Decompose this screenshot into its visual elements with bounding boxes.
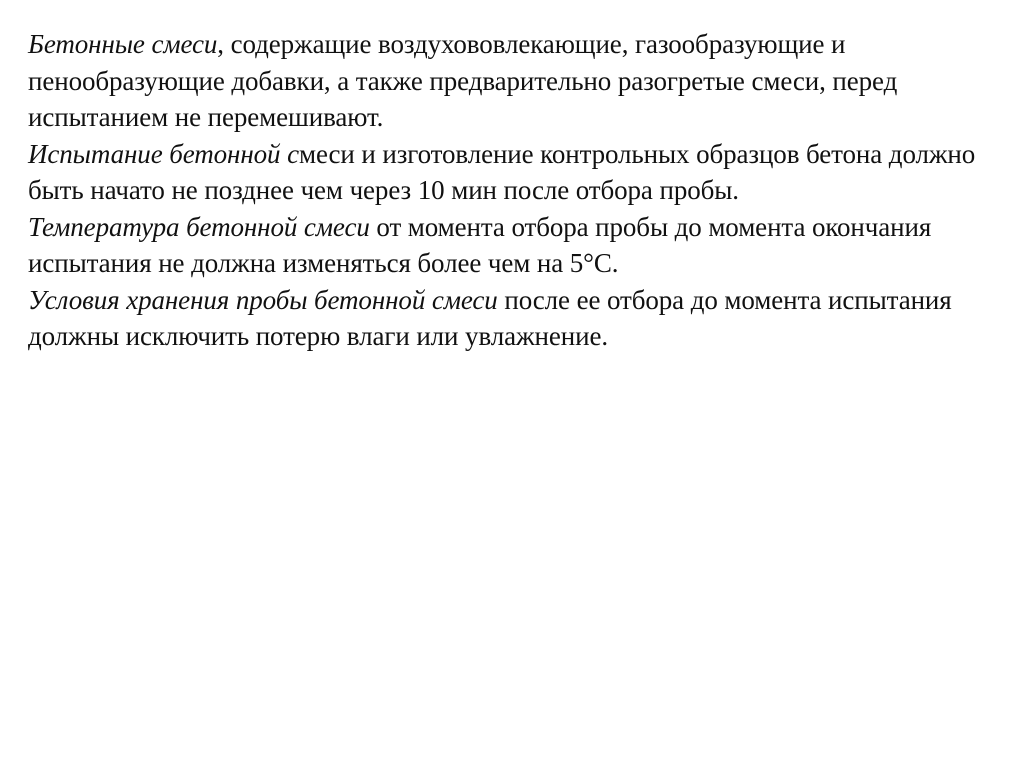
paragraph-body: меси и изготовление контрольных образцов бетона должно быть начато не позднее чем через 10 мин после отбора пробы. [28, 138, 976, 205]
paragraph-storage [28, 282, 998, 355]
paragraph-lead-italic: Условия хранения пробы бетонной смеси [28, 284, 498, 315]
paragraph-body: , содержащие воздухововлекающие, газообразующие и пенообразующие добавки, а также предварительно разогретые смеси, перед испытанием не перемешивают. [28, 29, 898, 132]
paragraph-body: от момента отбора пробы до момента окончания испытания не должна изменяться более чем на 5°С. [28, 211, 932, 278]
paragraph-mixing [28, 26, 998, 136]
paragraph-temperature [28, 209, 998, 282]
paragraph-body: после ее отбора до момента испытания должны исключить потерю влаги или увлажнение. [28, 284, 952, 351]
text-block [28, 26, 998, 355]
paragraph-lead-italic: Температура бетонной смеси [28, 211, 370, 242]
paragraph-lead-italic: Бетонные смеси [28, 29, 218, 59]
paragraph-lead-italic: Испытание бетонной с [28, 138, 299, 169]
paragraph-timing [28, 136, 998, 209]
